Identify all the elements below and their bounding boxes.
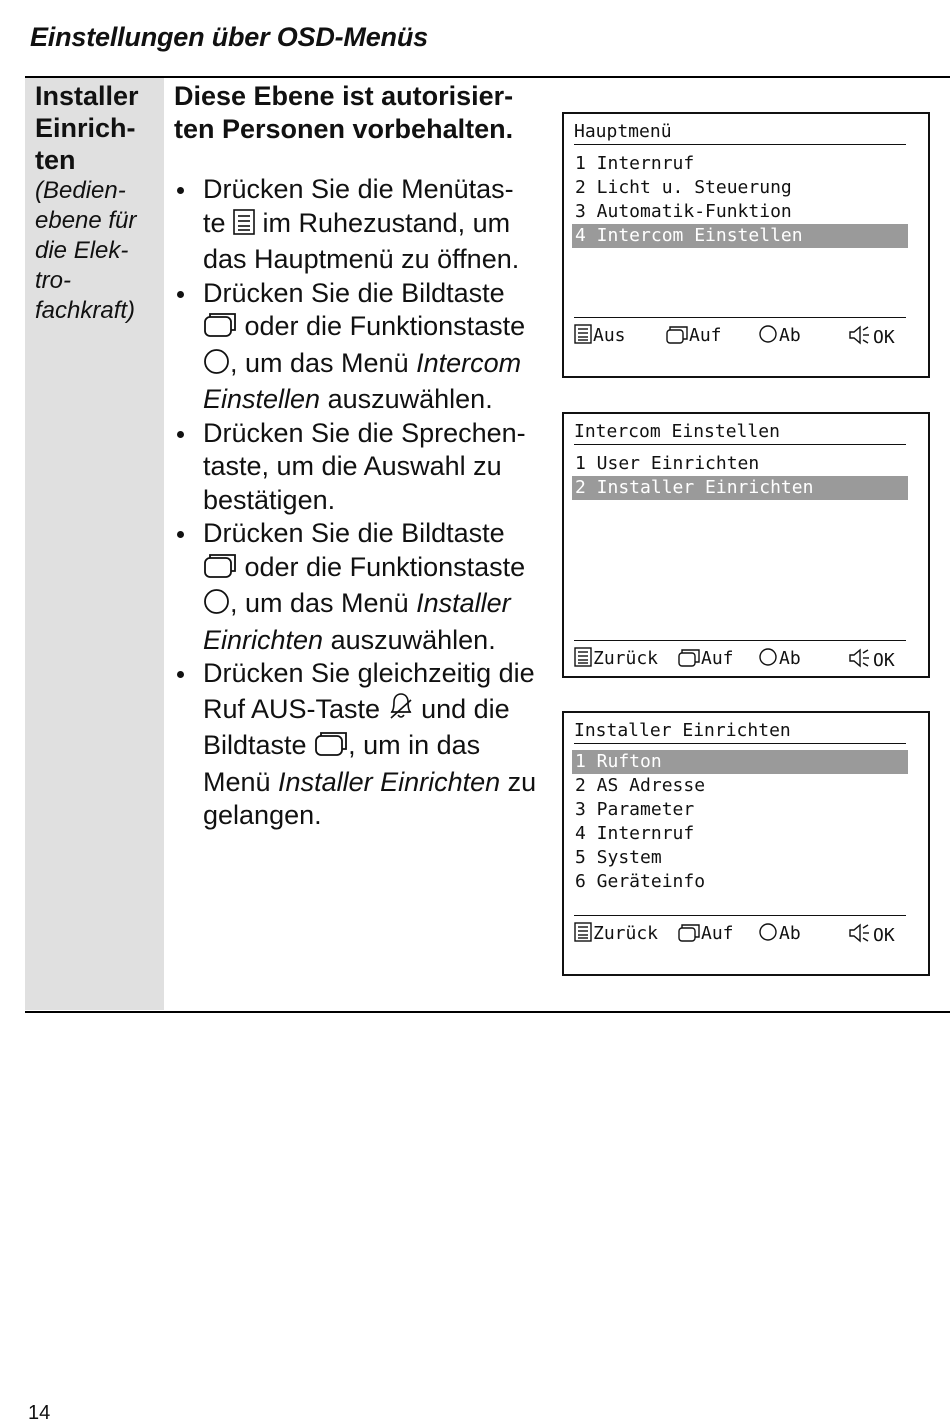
soft-key-ok[interactable]: OK xyxy=(848,922,895,946)
soft-key-bar xyxy=(574,317,906,354)
screen-main-menu xyxy=(562,112,930,378)
function-key-icon xyxy=(758,922,778,942)
side-column xyxy=(25,78,164,1010)
menu-list xyxy=(572,452,908,500)
soft-key-up[interactable]: Auf xyxy=(678,647,734,671)
picture-key-icon xyxy=(678,924,700,942)
page-number: 14 xyxy=(28,1402,51,1424)
function-key-icon xyxy=(758,324,778,344)
side-heading: Installer Einrich- ten xyxy=(35,81,139,175)
picture-key-icon xyxy=(666,326,688,344)
step-enter-installer: Drücken Sie gleichzeitig die Ruf AUS-Taste und die Bildtaste , um in das Menü Installer Einrichten zu gelangen. xyxy=(174,657,554,833)
menu-list xyxy=(572,152,908,248)
instructions xyxy=(174,80,554,833)
picture-key-icon xyxy=(314,731,348,766)
step-select-intercom: Drücken Sie die Bildtaste oder die Funktionstaste , um das Menü Intercom Einstellen auszuwählen. xyxy=(174,277,554,417)
page-header: Einstellungen über OSD-Menüs xyxy=(30,22,428,52)
step-open-menu: Drücken Sie die Menütas- te im Ruhezustand, um das Hauptmenü zu öffnen. xyxy=(174,173,554,277)
menu-item-selected[interactable]: 4 Intercom Einstellen xyxy=(572,224,908,248)
picture-key-icon xyxy=(678,649,700,667)
soft-key-down[interactable]: Ab xyxy=(758,324,801,348)
function-key-icon xyxy=(758,647,778,667)
soft-key-up[interactable]: Auf xyxy=(678,922,734,946)
step-confirm: Drücken Sie die Sprechen-taste, um die Auswahl zu bestätigen. xyxy=(174,417,554,518)
screen-installer-setup xyxy=(562,711,930,976)
speaker-key-icon xyxy=(848,647,872,669)
speaker-key-icon xyxy=(848,922,872,944)
menu-item[interactable]: 1 User Einrichten xyxy=(575,453,760,474)
menu-item[interactable]: 3 Automatik-Funktion xyxy=(575,201,792,222)
soft-key-menu[interactable]: Aus xyxy=(574,324,626,348)
menu-key-icon xyxy=(574,324,592,344)
soft-key-up[interactable]: Auf xyxy=(666,324,722,348)
menu-list xyxy=(572,750,908,894)
menu-item-selected[interactable]: 2 Installer Einrichten xyxy=(572,476,908,500)
screen-title: Intercom Einstellen xyxy=(574,420,906,445)
soft-key-back[interactable]: Zurück xyxy=(574,647,658,671)
soft-key-back[interactable]: Zurück xyxy=(574,922,658,946)
screen-title: Installer Einrichten xyxy=(574,719,906,744)
bell-key-icon xyxy=(388,691,414,730)
intro-text: Diese Ebene ist autorisier- ten Personen vorbehalten. xyxy=(174,81,514,144)
menu-item-selected[interactable]: 1 Rufton xyxy=(572,750,908,774)
menu-item[interactable]: 1 Internruf xyxy=(575,153,695,174)
function-key-icon xyxy=(203,588,230,624)
soft-key-ok[interactable]: OK xyxy=(848,647,895,671)
soft-key-bar xyxy=(574,640,906,677)
soft-key-ok[interactable]: OK xyxy=(848,324,895,348)
footer-rule xyxy=(25,1011,950,1013)
menu-item[interactable]: 2 Licht u. Steuerung xyxy=(575,177,792,198)
menu-item[interactable]: 5 System xyxy=(575,847,662,868)
soft-key-down[interactable]: Ab xyxy=(758,647,801,671)
menu-key-icon xyxy=(574,922,592,942)
soft-key-down[interactable]: Ab xyxy=(758,922,801,946)
function-key-icon xyxy=(203,348,230,384)
soft-key-bar xyxy=(574,915,906,952)
screen-intercom-settings xyxy=(562,412,930,678)
side-subheading: (Bedien- ebene für die Elek- tro- fachkraft) xyxy=(35,177,137,324)
speaker-key-icon xyxy=(848,324,872,346)
menu-item[interactable]: 3 Parameter xyxy=(575,799,695,820)
menu-item[interactable]: 6 Geräteinfo xyxy=(575,871,706,892)
picture-key-icon xyxy=(203,312,237,347)
menu-key-icon xyxy=(233,209,255,244)
screen-title: Hauptmenü xyxy=(574,120,906,145)
picture-key-icon xyxy=(203,553,237,588)
menu-item[interactable]: 2 AS Adresse xyxy=(575,775,706,796)
step-select-installer: Drücken Sie die Bildtaste oder die Funktionstaste , um das Menü Installer Einrichten auszuwählen. xyxy=(174,517,554,657)
menu-item[interactable]: 4 Internruf xyxy=(575,823,695,844)
menu-key-icon xyxy=(574,647,592,667)
steps-list xyxy=(174,173,554,833)
